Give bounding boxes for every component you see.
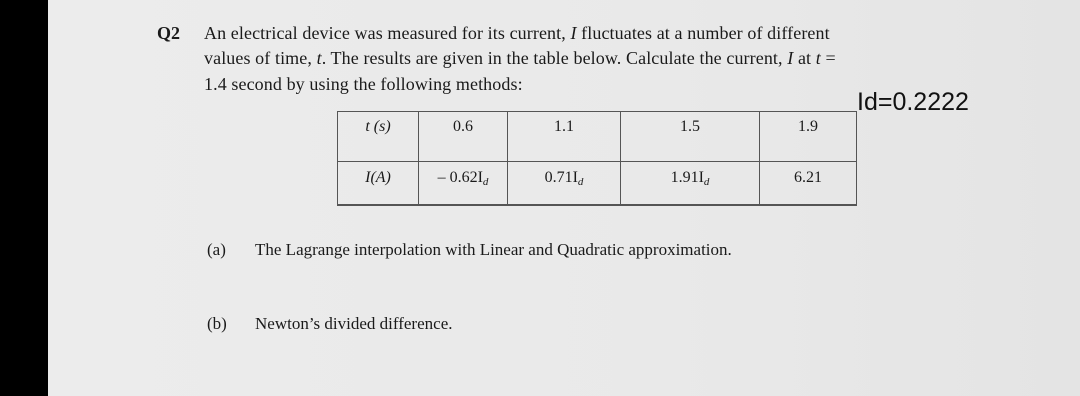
table-cell: 6.21 xyxy=(760,162,857,206)
part-a-text: The Lagrange interpolation with Linear and Quadratic approximation. xyxy=(255,240,732,259)
table-cell: 1.5 xyxy=(621,112,760,148)
part-a-label: (a) xyxy=(207,240,226,259)
table-cell: 1.9 xyxy=(760,112,857,148)
question-text: at xyxy=(793,48,816,68)
data-table xyxy=(337,111,857,206)
current-variable: I xyxy=(787,48,794,68)
current-variable: I xyxy=(570,23,577,43)
left-black-bar xyxy=(0,0,48,396)
part-a xyxy=(207,240,732,260)
question-text: fluctuates at a number of different xyxy=(576,23,830,43)
current-row xyxy=(338,162,857,206)
time-row xyxy=(338,112,857,148)
part-b xyxy=(207,314,452,334)
question-number: Q2 xyxy=(157,23,181,43)
handwritten-note: Id=0.2222 xyxy=(857,88,969,116)
part-b-text: Newton’s divided difference. xyxy=(255,314,453,333)
table-cell: $0.71I_d$ xyxy=(508,162,621,206)
question-line-3: 1.4 second by using the following methods: xyxy=(204,74,523,94)
table-cell: $1.91I_d$ xyxy=(621,162,760,206)
question-text: . The results are given in the table below. Calculate the current, xyxy=(321,48,788,68)
part-b-label: (b) xyxy=(207,314,227,333)
question-line-1 xyxy=(204,23,830,44)
table-header-cell: t (s) xyxy=(338,112,419,148)
table-header-cell: I(A) xyxy=(338,162,419,206)
question-text: An electrical device was measured for its current, xyxy=(204,23,571,43)
time-variable: t xyxy=(316,48,322,68)
question-text: values of time, xyxy=(204,48,317,68)
table-cell: – $0.62I_d$ xyxy=(419,162,508,206)
question-text: = xyxy=(820,48,836,68)
table-gap-row xyxy=(338,147,857,162)
table-cell: 0.6 xyxy=(419,112,508,148)
question-line-2 xyxy=(204,48,836,69)
time-variable: t xyxy=(815,48,821,68)
table-cell: 1.1 xyxy=(508,112,621,148)
